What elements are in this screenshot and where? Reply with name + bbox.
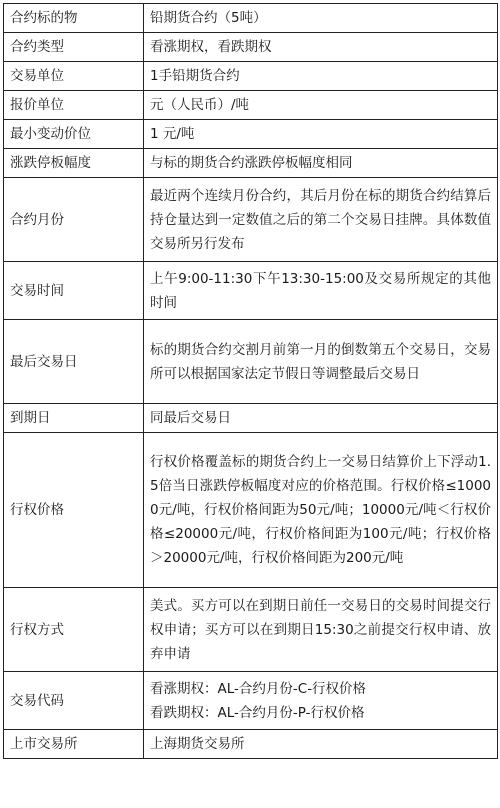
table-row bbox=[4, 588, 498, 672]
row-label-contract-months: 合约月份 bbox=[4, 178, 144, 262]
table-row bbox=[4, 730, 498, 759]
row-label-last-trading-day: 最后交易日 bbox=[4, 320, 144, 404]
row-value-expiration-day bbox=[144, 404, 498, 433]
value-line: 标的期货合约交割月前第一月的倒数第五个交易日，交易所可以根据国家法定节假日等调整最后交易日 bbox=[150, 341, 491, 382]
row-label-trading-hours: 交易时间 bbox=[4, 262, 144, 320]
value-line: 元（人民币）/吨 bbox=[150, 97, 250, 113]
table-row bbox=[4, 178, 498, 262]
row-label-tick-size: 最小变动价位 bbox=[4, 120, 144, 149]
value-line: 上午9:00-11:30下午13:30-15:00及交易所规定的其他时间 bbox=[150, 270, 491, 311]
row-label-strike-price: 行权价格 bbox=[4, 433, 144, 588]
row-value-trading-unit bbox=[144, 62, 498, 91]
row-label-underlying: 合约标的物 bbox=[4, 4, 144, 33]
row-label-quote-unit: 报价单位 bbox=[4, 91, 144, 120]
row-label-listing-exchange: 上市交易所 bbox=[4, 730, 144, 759]
table-row bbox=[4, 320, 498, 404]
row-value-listing-exchange bbox=[144, 730, 498, 759]
row-value-last-trading-day bbox=[144, 320, 498, 404]
row-label-contract-type: 合约类型 bbox=[4, 33, 144, 62]
table-row bbox=[4, 33, 498, 62]
table-row bbox=[4, 404, 498, 433]
value-line: 看涨期权，看跌期权 bbox=[150, 39, 272, 55]
table-row bbox=[4, 433, 498, 588]
table-row bbox=[4, 120, 498, 149]
row-value-contract-type bbox=[144, 33, 498, 62]
value-line: 最近两个连续月份合约，其后月份在标的期货合约结算后持仓量达到一定数值之后的第二个交易日挂牌。具体数值交易所另行发布 bbox=[150, 187, 491, 252]
row-label-trading-code: 交易代码 bbox=[4, 672, 144, 730]
value-line: 铅期货合约（5吨） bbox=[150, 10, 267, 26]
table-row bbox=[4, 91, 498, 120]
table-row bbox=[4, 672, 498, 730]
value-line-put-code: 看跌期权：AL-合约月份-P-行权价格 bbox=[150, 704, 365, 721]
value-line: 行权价格覆盖标的期货合约上一交易日结算价上下浮动1.5倍当日涨跌停板幅度对应的价格范围。行权价格≤10000元/吨，行权价格间距为50元/吨；10000元/吨＜行权价格≤20000元/吨，行权价格间距为100元/吨；行权价格＞20000元/吨，行权价格间距为200元/吨 bbox=[150, 454, 491, 566]
row-value-contract-months bbox=[144, 178, 498, 262]
table-row bbox=[4, 149, 498, 178]
row-value-strike-price bbox=[144, 433, 498, 588]
spec-table-body bbox=[4, 4, 498, 759]
row-value-quote-unit bbox=[144, 91, 498, 120]
option-contract-spec-table bbox=[3, 3, 498, 759]
row-value-underlying bbox=[144, 4, 498, 33]
value-line-call-code: 看涨期权：AL-合约月份-C-行权价格 bbox=[150, 680, 367, 697]
value-line: 上海期货交易所 bbox=[150, 736, 245, 752]
row-label-exercise-style: 行权方式 bbox=[4, 588, 144, 672]
row-value-trading-code bbox=[144, 672, 498, 730]
value-line: 1手铅期货合约 bbox=[150, 68, 240, 84]
row-label-trading-unit: 交易单位 bbox=[4, 62, 144, 91]
value-line: 同最后交易日 bbox=[150, 410, 231, 426]
row-label-expiration-day: 到期日 bbox=[4, 404, 144, 433]
row-value-trading-hours bbox=[144, 262, 498, 320]
value-line: 1 元/吨 bbox=[150, 126, 195, 142]
row-value-tick-size bbox=[144, 120, 498, 149]
table-row bbox=[4, 62, 498, 91]
row-value-exercise-style bbox=[144, 588, 498, 672]
row-value-price-limit bbox=[144, 149, 498, 178]
value-line: 美式。买方可以在到期日前任一交易日的交易时间提交行权申请；买方可以在到期日15:30之前提交行权申请、放弃申请 bbox=[150, 597, 491, 662]
table-row bbox=[4, 4, 498, 33]
value-line: 与标的期货合约涨跌停板幅度相同 bbox=[150, 155, 353, 171]
row-label-price-limit: 涨跌停板幅度 bbox=[4, 149, 144, 178]
table-row bbox=[4, 262, 498, 320]
